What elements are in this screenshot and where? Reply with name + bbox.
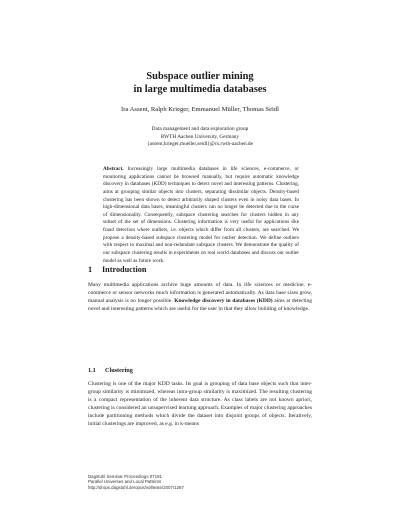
paper-title-line-2: in large multimedia databases bbox=[133, 84, 267, 95]
footer-url: http://drops.dagstuhl.de/opus/volltexte/2007/1267 bbox=[88, 484, 184, 490]
abstract-text: Increasingly large multimedia databases in life sciences, e-commerce, or monitoring applications cannot be browsed manually, but require automatic knowledge discovery in databases (KDD) techniques to detect novel and interesting patterns. Clustering, aims at grouping similar objects into clusters, separating dissimilar objects. Density-based clustering has been shown to detect arbitrarily shaped clusters even in noisy data bases. In high-dimensional data bases, meaningful clusters can no longer be detected due to the curse of dimensionality. Consequently, subspace clustering searches for clusters hidden in any subset of the set of dimensions. Clustering information is very useful for applications like fraud detection where outliers, i.e. objects which differ from all clusters, are searched. We propose a density-based subspace clustering model for outlier detection. We define outliers with respect to maximal and non-redundant subspace clusters. We demonstrate the quality of our subspace clustering results in experiments on real world databases and discuss our outlier model as well as future work. bbox=[103, 166, 300, 264]
section-heading-introduction bbox=[88, 264, 146, 275]
footer-seminar: Dagstuhl Seminar Proceedings 07181 bbox=[88, 474, 162, 479]
intro-text-end: aims at detecting novel and interesting patterns which are useful for the user in that they allow building of knowledge. bbox=[88, 298, 313, 312]
subsection-heading-clustering bbox=[88, 366, 133, 375]
intro-bold-term: Knowledge discovery in databases (KDD) bbox=[174, 298, 273, 304]
footer-seminar-title: Parallel Universes and Local Patterns bbox=[88, 479, 162, 485]
subsection-title: Clustering bbox=[105, 367, 133, 374]
affiliation-group: Data management and data exploration group bbox=[151, 126, 249, 132]
abstract bbox=[103, 166, 299, 265]
section-number: 1 bbox=[88, 265, 93, 274]
affiliation-university: RWTH Aachen University, Germany bbox=[160, 133, 240, 140]
section-title: Introduction bbox=[102, 265, 147, 274]
introduction-paragraph bbox=[88, 281, 312, 313]
clustering-paragraph: Clustering is one of the major KDD tasks. Its goal is grouping of data base objects such that inter-group similarity is minimized, whereas intra-group similarity is maximized. The resulting clustering is a compact representation of the inherent data structure. As class labels are not known apriori, clustering is considered an unsupervised learning approach. Examples of major clustering approaches include partitioning methods which divide the dataset into disjoint groups of objects. Iteratively, initial clusterings are improved, as e.g. in k-means bbox=[88, 381, 312, 427]
proceedings-footer bbox=[88, 474, 184, 490]
paper-title-line-1: Subspace outlier mining bbox=[146, 71, 254, 82]
affiliation-email: {assent,krieger,mueller,seidl}@cs.rwth-aachen.de bbox=[147, 141, 253, 147]
author-list: Ira Assent, Ralph Krieger, Emmanuel Müller, Thomas Seidl bbox=[121, 106, 279, 113]
intro-text-start: Many multimedia applications archive huge amounts of data. In life sciences or medicine, e-commerce or sensor networks much information is generated automatically. As data base sizes grow, manual analysis is no longer possible. bbox=[88, 282, 312, 304]
abstract-label: Abstract. bbox=[103, 166, 124, 172]
subsection-number: 1.1 bbox=[88, 367, 96, 374]
